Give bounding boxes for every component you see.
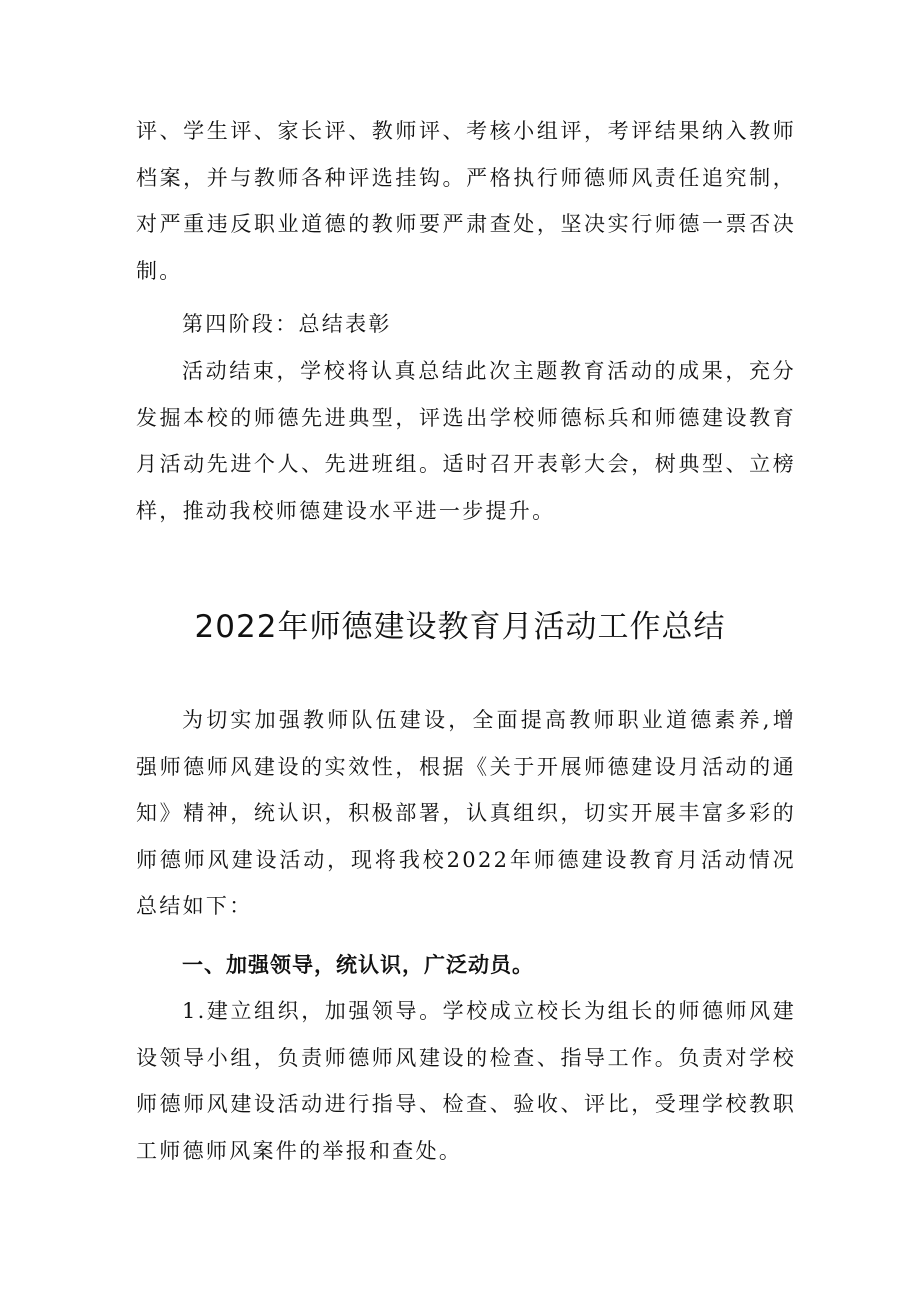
paragraph-stage-four: 活动结束，学校将认真总结此次主题教育活动的成果，充分发掘本校的师德先进典型，评选出学校师德标兵和师德建设教育月活动先进个人、先进班组。适时召开表彰大会，树典型、立榜样，推动我校师德建设水平进一步提升。 (136, 359, 796, 523)
document-title: 2022年师德建设教育月活动工作总结 (194, 609, 726, 645)
stage-four-heading: 第四阶段：总结表彰 (182, 312, 392, 336)
paragraph-intro: 为切实加强教师队伍建设，全面提高教师职业道德素养,增强师德师风建设的实效性，根据《关于开展师德建设月活动的通知》精神，统认识，积极部署，认真组织，切实开展丰富多彩的师德师风建设活动，现将我校2022年师德建设教育月活动情况总结如下： (136, 708, 796, 918)
paragraph-continuation: 评、学生评、家长评、教师评、考核小组评，考评结果纳入教师档案，并与教师各种评选挂钩。严格执行师德师风责任追究制，对严重违反职业道德的教师要严肃查处，坚决实行师德一票否决制。 (136, 119, 796, 283)
paragraph-item-one: 1.建立组织，加强领导。学校成立校长为组长的师德师风建设领导小组，负责师德师风建设的检查、指导工作。负责对学校师德师风建设活动进行指导、检查、验收、评比，受理学校教职工师德师风案件的举报和查处。 (136, 999, 796, 1163)
section-heading: 一、加强领导，统认识，广泛动员。 (182, 953, 534, 977)
